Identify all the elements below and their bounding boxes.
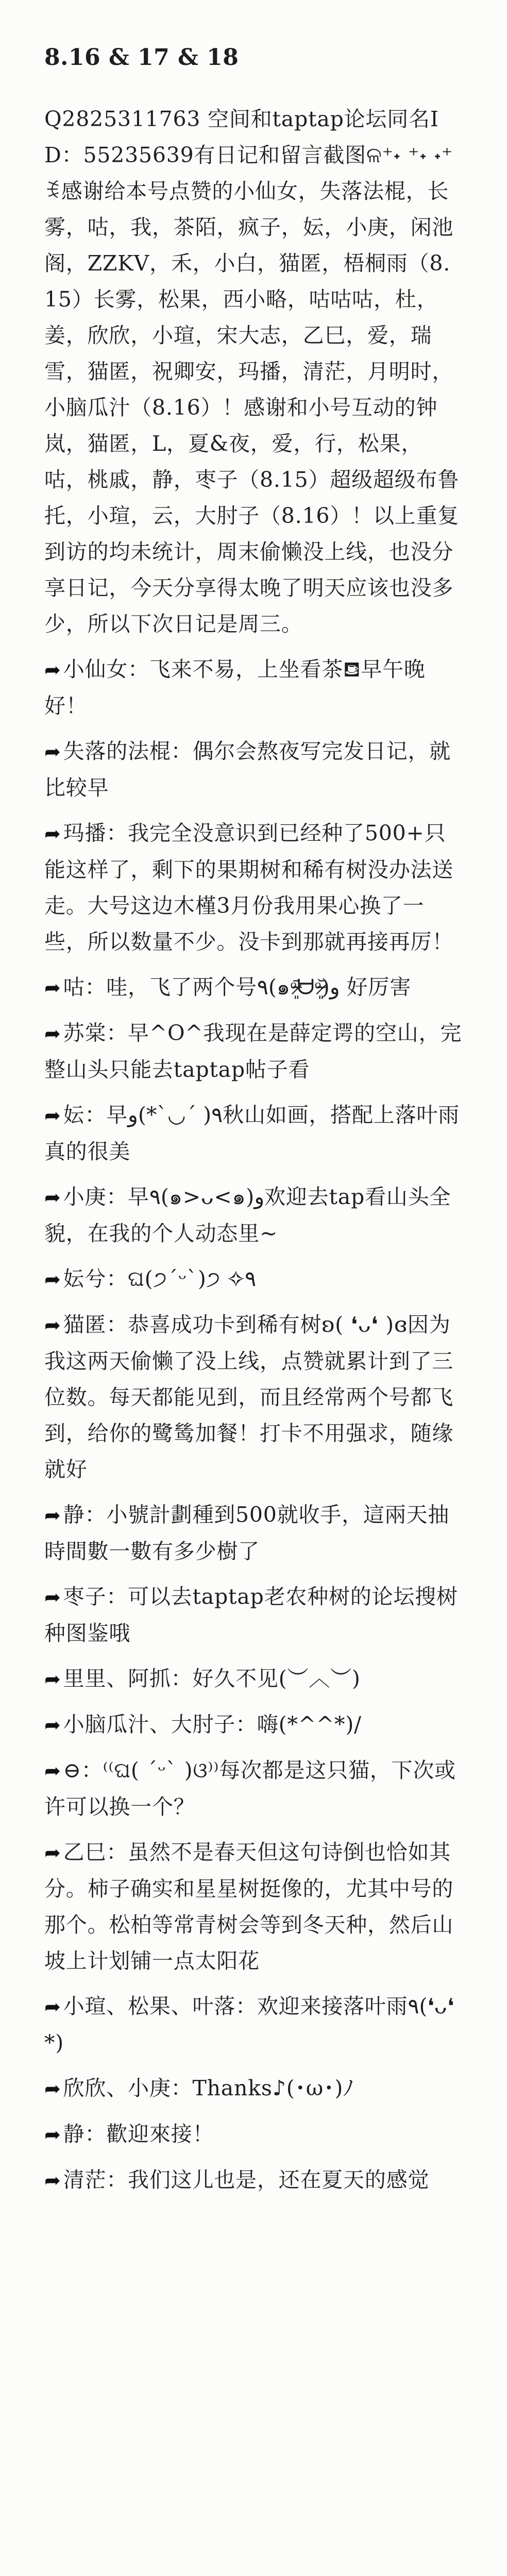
reply-arrow-icon: ➦ bbox=[44, 1268, 61, 1291]
reply-arrow-icon: ➦ bbox=[44, 1995, 61, 2018]
entry-text: 妘：早٩( ´◡`*)و秋山如画，搭配上落叶雨真的很美 bbox=[44, 1103, 460, 1164]
list-item bbox=[44, 1097, 463, 1170]
reply-arrow-icon: ➦ bbox=[44, 1841, 61, 1864]
list-item bbox=[44, 2070, 463, 2107]
list-item bbox=[44, 651, 463, 724]
entry-text: 清茫：我们这儿也是，还在夏天的感觉 bbox=[63, 2167, 430, 2192]
entries-list bbox=[44, 651, 463, 2198]
list-item bbox=[44, 1706, 463, 1743]
list-item bbox=[44, 2162, 463, 2198]
reply-arrow-icon: ➦ bbox=[44, 1186, 61, 1209]
entry-text: 小庚：早٩(๑>ᴗ<๑)و欢迎去tap看山头全貌，在我的个人动态里~ bbox=[44, 1184, 451, 1246]
reply-arrow-icon: ➦ bbox=[44, 1314, 61, 1336]
list-item bbox=[44, 1579, 463, 1651]
entry-text: 猫匿：恭喜成功卡到稀有树ʚ( ❛ᴗ❛ )ɞ因为我这两天偷懒了没上线，点赞就累计到了三位数。每天都能见到，而且经常两个号都飞到，给你的鹭鸶加餐！打卡不用强求，随缘就好 bbox=[44, 1312, 454, 1482]
entry-text: 乙巳：虽然不是春天但这句诗倒也恰如其分。柿子确实和星星树挺像的，尤其中号的那个。松柏等常青树会等到冬天种，然后山坡上计划铺一点太阳花 bbox=[44, 1840, 454, 1973]
list-item bbox=[44, 1497, 463, 1569]
list-item bbox=[44, 1752, 463, 1825]
reply-arrow-icon: ➦ bbox=[44, 2077, 61, 2100]
list-item bbox=[44, 2116, 463, 2153]
reply-arrow-icon: ➦ bbox=[44, 1668, 61, 1690]
list-item bbox=[44, 815, 463, 960]
reply-arrow-icon: ➦ bbox=[44, 2169, 61, 2192]
reply-arrow-icon: ➦ bbox=[44, 1714, 61, 1736]
note-title: 8.16 & 17 & 18 bbox=[44, 44, 239, 71]
reply-arrow-icon: ➦ bbox=[44, 2123, 61, 2146]
reply-arrow-icon: ➦ bbox=[44, 1022, 61, 1045]
list-item bbox=[44, 1179, 463, 1251]
list-item bbox=[44, 1261, 463, 1297]
entry-text: 小脑瓜汁、大肘子：嗨(*^^*)/ bbox=[63, 1712, 362, 1737]
intro-paragraph: Q2825311763 空间和taptap论坛同名ID：55235639有日记和留言截图ଳ⁺˖ ⁺˖ ˖⁺ꉂ感谢给本号点赞的小仙女，失落法棍，长雾，咕，我，茶陌，疯子，妘，小庚，闲池阁，ZZKV，禾，小白，猫匿，梧桐雨（8.15）长雾，松果，西小略，咕咕咕，杜，姜，欣欣，小瑄，宋大志，乙巳，爱，瑞雪，猫匿，祝卿安，玛播，清茫，月明时，小脑瓜汁（8.16）！感谢和小号互动的钟岚，猫匿，L，夏&夜，爱，行，松果，咕，桃戚，静，枣子（8.15）超级超级布鲁托，小瑄，云，大肘子（8.16）！以上重复到访的均未统计，周末偷懒没上线，也没分享日记，今天分享得太晚了明天应该也没多少，所以下次日记是周三。 bbox=[44, 107, 460, 636]
reply-arrow-icon: ➦ bbox=[44, 740, 61, 763]
entry-text: 妘兮：ଘ(੭ˊᵕˋ)੭ ✧٩ bbox=[63, 1266, 257, 1291]
list-item bbox=[44, 1015, 463, 1088]
entry-text: 小瑄、松果、叶落：欢迎来接落叶雨٩(❛ᴗ❛ *) bbox=[44, 1994, 455, 2055]
entry-text: 玛播：我完全没意识到已经种了500+只能这样了，剩下的果期树和稀有树没办法送走。大号这边木槿3月份我用果心换了一些，所以数量不少。没卡到那就再接再厉！ bbox=[44, 821, 454, 954]
reply-arrow-icon: ➦ bbox=[44, 1504, 61, 1527]
entry-text: 失落的法棍：偶尔会熬夜写完发日记，就比较早 bbox=[44, 739, 451, 800]
list-item bbox=[44, 733, 463, 806]
reply-arrow-icon: ➦ bbox=[44, 1586, 61, 1608]
entry-text: 枣子：可以去taptap老农种树的论坛搜树种图鉴哦 bbox=[44, 1584, 458, 1646]
reply-arrow-icon: ➦ bbox=[44, 1759, 61, 1782]
reply-arrow-icon: ➦ bbox=[44, 1104, 61, 1127]
list-item bbox=[44, 1834, 463, 1979]
entry-text: 静：小號計劃種到500就收手，這兩天抽時間數一數有多少樹了 bbox=[44, 1502, 450, 1564]
reply-arrow-icon: ➦ bbox=[44, 976, 61, 999]
entry-text: ⊖：⁽⁽ଘ( ˊᵕˋ )ଓ⁾⁾每次都是这只猫，下次或许可以换一个？ bbox=[44, 1758, 456, 1819]
entry-text: 苏棠：早^O^我现在是薛定谔的空山，完整山头只能去taptap帖子看 bbox=[44, 1021, 462, 1082]
list-item bbox=[44, 1307, 463, 1487]
list-item bbox=[44, 969, 463, 1006]
entry-text: 静：歡迎來接！ bbox=[63, 2122, 214, 2146]
reply-arrow-icon: ➦ bbox=[44, 658, 61, 681]
reply-arrow-icon: ➦ bbox=[44, 822, 61, 845]
entry-text: 小仙女：飞来不易，上坐看茶⛾早午晚好！ bbox=[44, 657, 426, 718]
list-item bbox=[44, 1988, 463, 2061]
entry-text: 欣欣、小庚：Thanks♪(･ω･)ﾉ bbox=[63, 2076, 354, 2100]
list-item bbox=[44, 1660, 463, 1697]
entry-text: 里里、阿抓：好久不见(︶︿︶) bbox=[63, 1666, 361, 1691]
entry-text: 咕：哇，飞了两个号٩(๑ᵒ̴̶̷͈᷄ᗨᵒ̴̶̷͈᷅)و 好厉害 bbox=[63, 975, 411, 999]
